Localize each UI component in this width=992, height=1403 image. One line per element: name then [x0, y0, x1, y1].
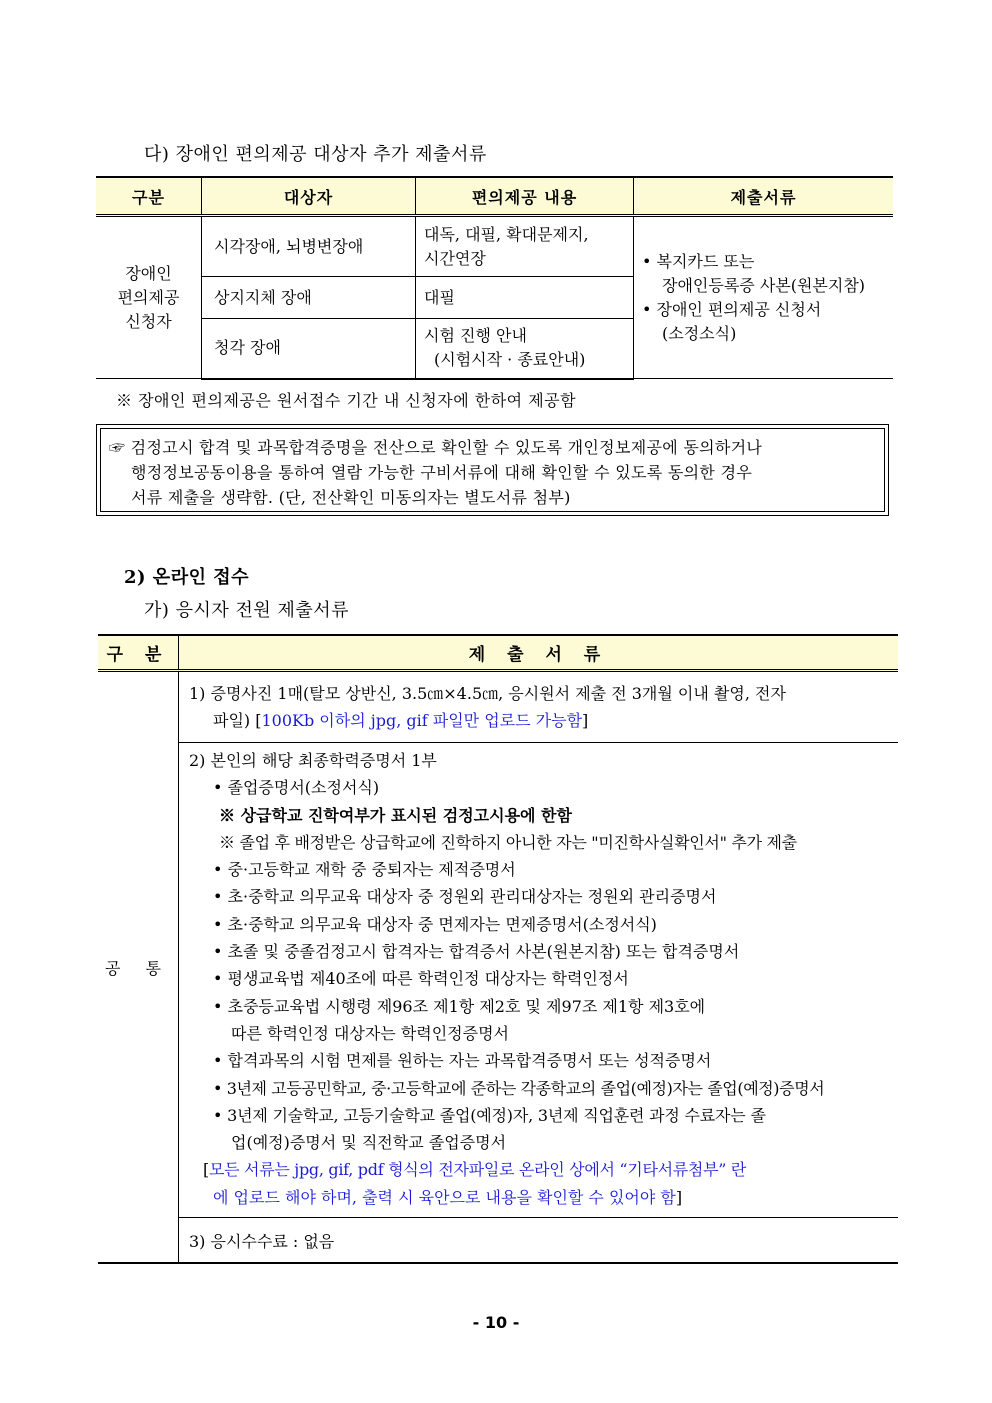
table-row — [96, 216, 893, 277]
header-category: 구 분 — [98, 635, 179, 671]
consent-notice-box — [96, 424, 889, 516]
content-line: (시험시작 · 종료안내) — [434, 350, 586, 370]
list-item: • 졸업증명서(소정서식) — [213, 778, 380, 798]
list-item: • 초·중학교 의무교육 대상자 중 면제자는 면제증명서(소정서식) — [213, 914, 657, 934]
list-item: • 초졸 및 중졸검정고시 합격자는 합격증서 사본(원본지참) 또는 합격증명서 — [213, 942, 740, 962]
content-line: 시험 진행 안내 — [424, 326, 527, 346]
online-documents-table — [98, 634, 898, 1264]
document-line: • 장애인 편의제공 신청서 — [642, 299, 822, 319]
header-documents: 제 출 서 류 — [179, 635, 899, 671]
content-line: 대독, 대필, 확대문제지, — [424, 224, 589, 244]
photo-item-line — [189, 707, 894, 734]
page-number: - 10 - — [472, 1313, 520, 1332]
photo-item-line: 1) 증명사진 1매(탈모 상반신, 3.5㎝×4.5㎝, 응시원서 제출 전 3개월 이내 촬영, 전자 — [189, 684, 786, 703]
table-header-row — [98, 635, 898, 671]
list-item-continuation: 따른 학력인정 대상자는 학력인정증명서 — [231, 1023, 510, 1043]
list-item: • 중·고등학교 재학 중 중퇴자는 제적증명서 — [213, 860, 516, 880]
consent-notice-line: 행정정보공동이용을 통하여 열람 가능한 구비서류에 대해 확인할 수 있도록 동의한 경우 — [131, 463, 753, 482]
fee-item: 3) 응시수수료 : 없음 — [179, 1218, 899, 1264]
table-header-row — [96, 177, 893, 216]
upload-note-line — [189, 1156, 894, 1183]
list-item: • 3년제 기술학교, 고등기술학교 졸업(예정)자, 3년제 직업훈련 과정 수료자는 졸 — [213, 1105, 766, 1125]
photo-item — [179, 671, 899, 743]
bracket-text: ] — [675, 1187, 683, 1207]
header-category: 구분 — [96, 177, 202, 216]
upload-note-text: 모든 서류는 jpg, gif, pdf 형식의 전자파일로 온라인 상에서 “기타서류첨부” 란 — [208, 1160, 747, 1180]
document-line: (소정소식) — [662, 323, 737, 343]
content-cell — [416, 277, 634, 319]
bracket-text: [ — [203, 1160, 209, 1180]
list-item: • 평생교육법 제40조에 따른 학력인정 대상자는 학력인정서 — [213, 969, 629, 989]
table-row — [98, 1218, 898, 1264]
category-line: 편의제공 — [117, 287, 180, 307]
list-item: • 합격과목의 시험 면제를 원하는 자는 과목합격증명서 또는 성적증명서 — [213, 1051, 712, 1071]
consent-notice-line: ☞ 검정고시 합격 및 과목합격증명을 전산으로 확인할 수 있도록 개인정보제공에 동의하거나 — [109, 438, 763, 457]
accommodation-note: ※ 장애인 편의제공은 원서접수 기간 내 신청자에 한하여 제공함 — [116, 391, 577, 410]
header-target: 대상자 — [202, 177, 416, 216]
consent-notice-line: 서류 제출을 생략함. (단, 전산확인 미동의자는 별도서류 첨부) — [131, 488, 571, 507]
target-cell: 청각 장애 — [202, 319, 416, 379]
reference-note: ※ 졸업 후 배정받은 상급학교에 진학하지 아니한 자는 "미진학사실확인서" 추가 제출 — [219, 832, 797, 852]
category-line: 장애인 — [125, 263, 172, 283]
content-line: 대필 — [424, 287, 455, 307]
documents-cell — [634, 216, 894, 379]
header-documents: 제출서류 — [634, 177, 894, 216]
list-item-continuation: 업(예정)증명서 및 직전학교 졸업증명서 — [231, 1133, 507, 1153]
content-line: 시간연장 — [424, 248, 486, 268]
content-cell — [416, 216, 634, 277]
certificate-item-title: 2) 본인의 해당 최종학력증명서 1부 — [189, 751, 437, 770]
document-line: • 복지카드 또는 — [642, 251, 755, 271]
content-cell — [416, 319, 634, 379]
target-cell: 상지지체 장애 — [202, 277, 416, 319]
category-cell: 공 통 — [98, 671, 179, 1264]
table-row — [98, 743, 898, 1218]
section-2-subtitle: 가) 응시자 전원 제출서류 — [144, 600, 350, 621]
bracket-text: 파일) [ — [213, 711, 262, 730]
category-cell — [96, 216, 202, 379]
reference-note-bold: ※ 상급학교 진학여부가 표시된 검정고시용에 한함 — [219, 805, 572, 825]
table-row — [98, 671, 898, 743]
upload-note-line — [189, 1184, 894, 1211]
document-line: 장애인등록증 사본(원본지참) — [662, 275, 866, 295]
category-line: 신청자 — [125, 311, 172, 331]
section-2-title: 2) 온라인 접수 — [124, 567, 250, 588]
list-item: • 초·중학교 의무교육 대상자 중 정원외 관리대상자는 정원외 관리증명서 — [213, 887, 717, 907]
header-content: 편의제공 내용 — [416, 177, 634, 216]
certificate-item — [179, 743, 899, 1218]
list-item: • 초중등교육법 시행령 제96조 제1항 제2호 및 제97조 제1항 제3호에 — [213, 996, 706, 1016]
bracket-text: ] — [582, 711, 589, 730]
accommodation-table — [96, 176, 893, 380]
upload-note-text: 에 업로드 해야 하며, 출력 시 육안으로 내용을 확인할 수 있어야 함 — [213, 1187, 676, 1207]
list-item: • 3년제 고등공민학교, 중·고등학교에 준하는 각종학교의 졸업(예정)자는 졸업(예정)증명서 — [213, 1078, 825, 1098]
photo-upload-note: 100Kb 이하의 jpg, gif 파일만 업로드 가능함 — [261, 711, 583, 730]
target-cell: 시각장애, 뇌병변장애 — [202, 216, 416, 277]
section-c-title: 다) 장애인 편의제공 대상자 추가 제출서류 — [144, 144, 487, 165]
